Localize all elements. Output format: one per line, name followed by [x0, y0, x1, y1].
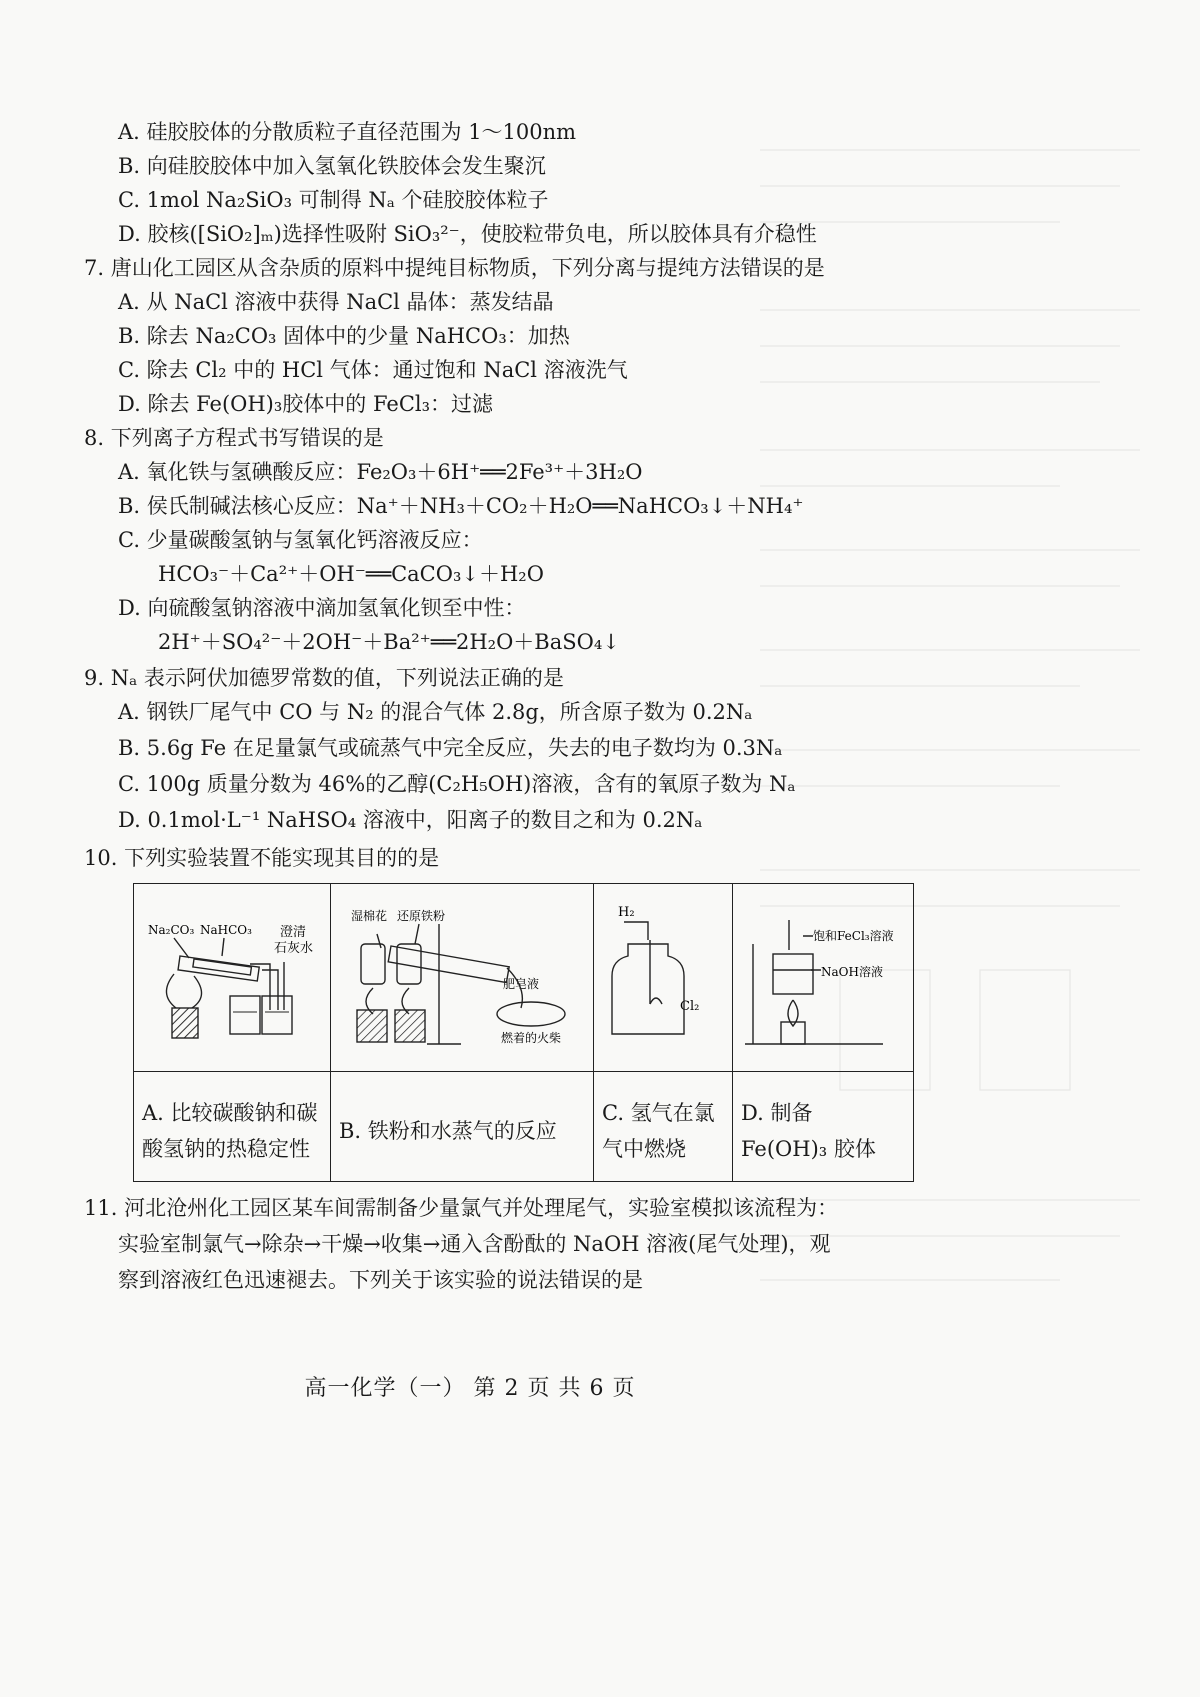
- label-fecl3-solution: 饱和FeCl₃溶液: [813, 929, 894, 943]
- caption-d: D. 制备 Fe(OH)₃ 胶体: [733, 1072, 914, 1182]
- q6-option-c: C. 1mol Na₂SiO₃ 可制得 Nₐ 个硅胶胶体粒子: [118, 188, 549, 212]
- q9-stem: 9. Nₐ 表示阿伏加德罗常数的值，下列说法正确的是: [84, 666, 564, 690]
- apparatus-d-diagram: [733, 884, 913, 1066]
- q8-option-d-equation: 2H⁺＋SO₄²⁻＋2OH⁻＋Ba²⁺══2H₂O＋BaSO₄↓: [158, 630, 620, 654]
- label-nahco3: NaHCO₃: [200, 923, 252, 937]
- q9-option-c: C. 100g 质量分数为 46%的乙醇(C₂H₅OH)溶液，含有的氧原子数为 Nₐ: [118, 772, 796, 796]
- q11-line-3: 察到溶液红色迅速褪去。下列关于该实验的说法错误的是: [118, 1268, 643, 1292]
- label-soap-solution: 肥皂液: [503, 977, 540, 991]
- label-iron-powder: 还原铁粉: [397, 909, 446, 923]
- footer-text: 高一化学（一） 第 2 页 共 6 页: [304, 1376, 636, 1401]
- q8-option-c-equation: HCO₃⁻＋Ca²⁺＋OH⁻══CaCO₃↓＋H₂O: [158, 562, 544, 586]
- q8-option-a: A. 氧化铁与氢碘酸反应：Fe₂O₃＋6H⁺══2Fe³⁺＋3H₂O: [118, 460, 643, 484]
- caption-a: A. 比较碳酸钠和碳酸氢钠的热稳定性: [134, 1072, 331, 1182]
- caption-c: C. 氢气在氯气中燃烧: [594, 1072, 733, 1182]
- label-h2: H₂: [618, 905, 635, 920]
- q6-option-b: B. 向硅胶胶体中加入氢氧化铁胶体会发生聚沉: [118, 154, 546, 178]
- q7-stem: 7. 唐山化工园区从含杂质的原料中提纯目标物质，下列分离与提纯方法错误的是: [84, 256, 825, 280]
- caption-b: B. 铁粉和水蒸气的反应: [331, 1072, 594, 1182]
- q8-option-c: C. 少量碳酸氢钠与氢氧化钙溶液反应：: [118, 528, 483, 552]
- q7-option-c: C. 除去 Cl₂ 中的 HCl 气体：通过饱和 NaCl 溶液洗气: [118, 358, 628, 382]
- apparatus-b-cell: [331, 884, 594, 1072]
- q6-option-d: D. 胶核([SiO₂]ₘ)选择性吸附 SiO₃²⁻，使胶粒带负电，所以胶体具有介稳性: [118, 222, 817, 246]
- q11-line-2: 实验室制氯气→除杂→干燥→收集→通入含酚酞的 NaOH 溶液(尾气处理)，观: [118, 1232, 831, 1256]
- q11-line-1: 11. 河北沧州化工园区某车间需制备少量氯气并处理尾气，实验室模拟该流程为：: [84, 1196, 839, 1220]
- q9-option-d: D. 0.1mol·L⁻¹ NaHSO₄ 溶液中，阳离子的数目之和为 0.2Nₐ: [118, 808, 703, 832]
- q8-option-b: B. 侯氏制碱法核心反应：Na⁺＋NH₃＋CO₂＋H₂O══NaHCO₃↓＋NH₄⁺: [118, 494, 804, 518]
- label-naoh-solution: NaOH溶液: [821, 965, 883, 979]
- label-wet-cotton: 湿棉花: [351, 909, 388, 923]
- q7-option-a: A. 从 NaCl 溶液中获得 NaCl 晶体：蒸发结晶: [118, 290, 554, 314]
- apparatus-a-cell: [134, 884, 331, 1072]
- q7-option-b: B. 除去 Na₂CO₃ 固体中的少量 NaHCO₃：加热: [118, 324, 570, 348]
- q7-option-d: D. 除去 Fe(OH)₃胶体中的 FeCl₃：过滤: [118, 392, 494, 416]
- apparatus-b-diagram: [331, 884, 593, 1066]
- label-burning-match: 燃着的火柴: [501, 1031, 562, 1045]
- label-limewater-1: 澄清: [280, 925, 307, 940]
- apparatus-a-diagram: [134, 884, 330, 1066]
- q8-option-d: D. 向硫酸氢钠溶液中滴加氢氧化钡至中性：: [118, 596, 526, 620]
- q10-apparatus-table: [133, 883, 914, 1182]
- apparatus-c-cell: [594, 884, 733, 1072]
- label-cl2: Cl₂: [680, 999, 700, 1014]
- page-footer: [0, 1371, 1200, 1402]
- q8-stem: 8. 下列离子方程式书写错误的是: [84, 426, 384, 450]
- q6-option-a: A. 硅胶胶体的分散质粒子直径范围为 1～100nm: [118, 120, 577, 144]
- q9-option-a: A. 钢铁厂尾气中 CO 与 N₂ 的混合气体 2.8g，所含原子数为 0.2Nₐ: [118, 700, 753, 724]
- q9-option-b: B. 5.6g Fe 在足量氯气或硫蒸气中完全反应，失去的电子数均为 0.3Nₐ: [118, 736, 783, 760]
- label-na2co3: Na₂CO₃: [148, 923, 195, 937]
- q10-stem: 10. 下列实验装置不能实现其目的的是: [84, 846, 440, 870]
- label-limewater-2: 石灰水: [274, 941, 314, 956]
- apparatus-d-cell: [733, 884, 914, 1072]
- apparatus-c-diagram: [594, 884, 732, 1066]
